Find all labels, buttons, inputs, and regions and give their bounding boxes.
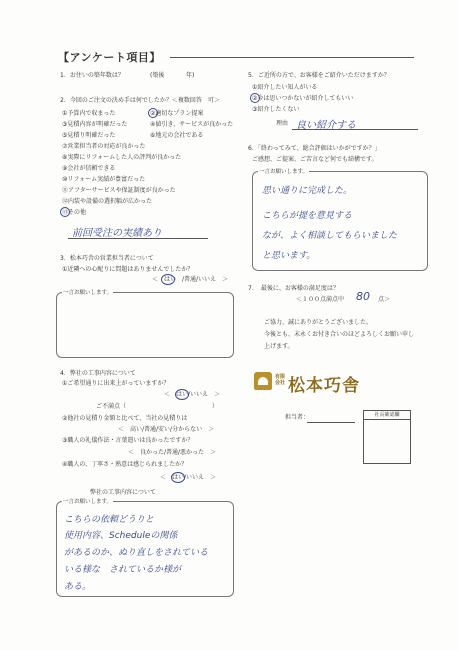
q5-option: ②今は思いつかないが紹介してもいい: [252, 95, 354, 102]
q4-dissatisfaction-close: ）: [212, 403, 219, 410]
q2-option: ⑨会社が信頼できる: [62, 165, 116, 172]
reason-underline: [292, 129, 418, 130]
q2-option: ⑦営業担当者の対応が良かった: [62, 143, 146, 150]
q5-option: ①紹介したい知人がいる: [252, 84, 318, 91]
selected-circle: [60, 207, 70, 217]
q2-option: ③見積内容が明確だった: [62, 121, 128, 128]
q2-option: ⑤見積り明確だった: [62, 132, 116, 139]
selected-circle: [148, 108, 158, 118]
q6-comment-line: なが、よく相談してもらいました: [262, 231, 398, 241]
q3-comment-label: 一言お願いします。: [63, 290, 113, 296]
q6-comment-line: こちらが提を意見する: [262, 211, 353, 221]
q2-label: 2．今回のご注文の決め手は何でしたか？＜複数回答 可＞: [60, 97, 220, 104]
selected-circle: [250, 93, 260, 103]
q7-scale: ＜１００点満点中: [296, 296, 345, 303]
q2-option: ⑫内装や設備の選択幅が広かった: [62, 198, 153, 205]
q2-option: ⑧実際にリフォームした人の評判が良かった: [62, 154, 182, 161]
q7-score: 80: [356, 290, 370, 303]
q2-option: ⑩リフォーム実績が豊富だった: [62, 176, 146, 183]
q2-option: ⑥地元の会社である: [150, 132, 204, 139]
q5-reason-answer: 良い紹介する: [296, 120, 356, 131]
q7-label: 7． 最後に、お客様の満足度は？: [248, 285, 339, 292]
q1-label: 1．お住いの築年数は？: [60, 72, 124, 79]
selected-circle: [171, 472, 185, 483]
q2-option: ①予算内で収まった: [62, 110, 116, 117]
staff-label: 担当者：: [285, 414, 310, 421]
stamp-box: [363, 410, 411, 464]
q4-item-options: ＜ 良かった/普通/悪かった ＞: [128, 449, 217, 456]
q4-item: ②他社の見積り金額と比べて、当社の見積りは: [62, 415, 188, 422]
company-logo-icon: [254, 372, 272, 390]
q4-comment-line: こちらの依頼どうりと: [64, 515, 155, 525]
q6-sub: ご感想、ご提案、ご苦言など何でも結構です。: [252, 156, 378, 163]
title-divider: [170, 57, 414, 58]
q3-comment-box: [56, 292, 234, 358]
q6-comment-line: と思います。: [262, 251, 316, 261]
q6-comment-line: 思い通りに完成した。: [262, 186, 353, 196]
q4-item: ①ご希望通りに出来上がっていますか？: [62, 380, 170, 387]
q2-option: ⑪アフターサービスや保証制度が良かった: [62, 187, 176, 194]
q4-comment-label: 一言お願いします。: [63, 499, 113, 505]
q4-item-options: ＜ はい/いいえ ＞: [160, 474, 217, 481]
q7-unit: 点＞: [378, 296, 391, 303]
q3-label: 3．松本巧舎の営業担当者について: [60, 255, 154, 262]
q4-dissatisfaction: ご不満点（: [96, 403, 127, 410]
other-underline: [68, 238, 208, 239]
q5-label: 5．ご近所の方で、お客様をご紹介いただけますか？: [248, 72, 390, 79]
stamp-label: 社長確認欄: [364, 411, 410, 420]
q4-label: 4．弊社の工事内容について: [60, 370, 136, 377]
logo-sub: 有限会社: [275, 374, 286, 386]
q2-option: ④値引き、サービスが良かった: [150, 121, 234, 128]
q4-comment-line: があるのか、ぬり直しをされている: [64, 548, 209, 558]
q3-options: ＜ はい /普通/いいえ ＞: [152, 276, 229, 283]
page-title: 【アンケート項目】: [58, 51, 161, 64]
closing-line: 今後とも、末永くお付き合いのほどよろしくお願い申し: [264, 331, 415, 338]
staff-underline: [307, 422, 355, 423]
q4-item-options: ＜ 高い/普通/安い/分からない ＞: [118, 426, 215, 433]
q3-sub: ①近隣への心配りに問題はありませんでしたか？: [62, 266, 194, 273]
selected-circle: [161, 274, 175, 285]
closing-line: 上げます。: [264, 343, 294, 350]
q4-item: ④職人の、丁寧さ・熟意は感じられましたか？: [62, 461, 188, 468]
q1-option-a: (築後: [150, 72, 165, 79]
q4-comment-line: ある。: [64, 582, 92, 592]
q4-footer-label: 弊社の工事内容について: [90, 489, 156, 496]
q4-comment-line: 使用内容、Scheduleの関係: [64, 531, 178, 541]
q2-other-answer: 前回受注の実績あり: [72, 228, 162, 239]
q6-label: 6．「終わってみて、総合評価はいかがですか？」: [248, 145, 381, 152]
logo-main: 松本巧舎: [288, 376, 360, 396]
q4-item-options: ＜ はい/いいえ ＞: [164, 391, 221, 398]
q2-option: ⑬その他: [62, 209, 87, 216]
closing-line: ご協力、誠にありがとうございました。: [264, 319, 373, 326]
q2-option: ②適切なプラン提案: [150, 110, 204, 117]
q4-comment-line: いる様な されているか様が: [64, 565, 182, 575]
selected-circle: [175, 389, 189, 400]
q4-item: ③職人の礼儀作法・言葉遣いは良かったですか？: [62, 437, 194, 444]
q1-option-b: 年): [186, 72, 195, 79]
q5-option: ③紹介したくない: [252, 106, 300, 113]
q5-reason-label: 理由: [276, 120, 289, 127]
q6-comment-label: 一言お願いします。: [259, 169, 309, 175]
